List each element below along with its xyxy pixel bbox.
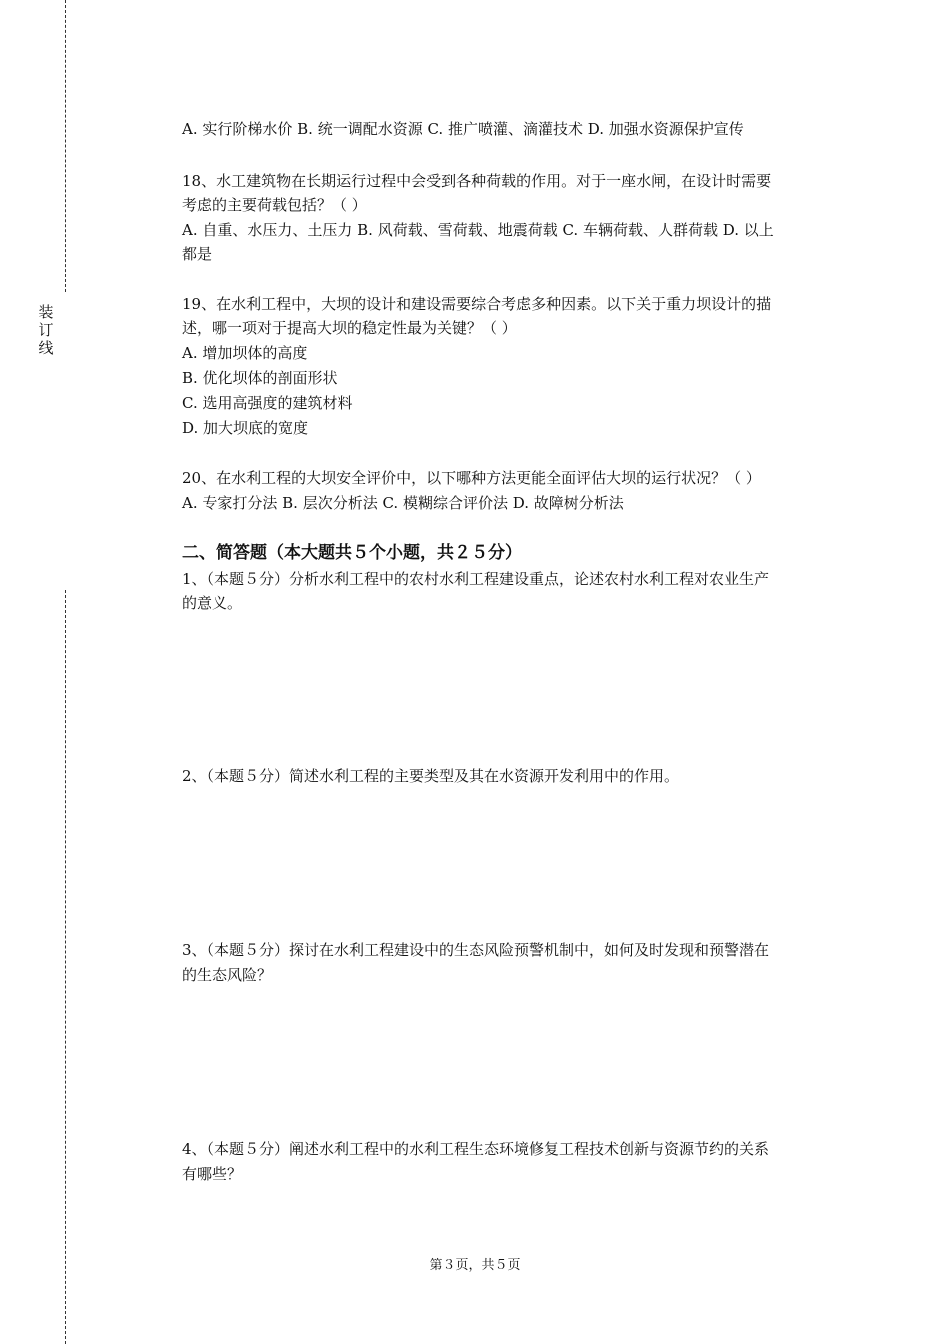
q19-option-b: B. 优化坝体的剖面形状 [182, 369, 338, 387]
sa3-line2: 的生态风险？ [182, 966, 273, 984]
q19-option-d: D. 加大坝底的宽度 [182, 419, 309, 437]
section2-title: 二、简答题（本大题共５个小题，共２５分） [182, 543, 522, 563]
q19-option-a: A. 增加坝体的高度 [182, 344, 308, 362]
binding-dashed-line-top [65, 0, 66, 292]
sa1-line1: 1、（本题５分）分析水利工程中的农村水利工程建设重点，论述农村水利工程对农业生产 [182, 570, 770, 588]
binding-char: 线 [38, 339, 54, 357]
q20-options: A. 专家打分法 B. 层次分析法 C. 模糊综合评价法 D. 故障树分析法 [182, 494, 624, 512]
q18-stem-line2: 考虑的主要荷载包括？（ ） [182, 196, 367, 214]
q20-stem: 20、在水利工程的大坝安全评价中，以下哪种方法更能全面评估大坝的运行状况？（ ） [182, 469, 761, 487]
sa3-line1: 3、（本题５分）探讨在水利工程建设中的生态风险预警机制中，如何及时发现和预警潜在 [182, 941, 770, 959]
binding-char: 装 [38, 303, 54, 321]
sa1-line2: 的意义。 [182, 594, 243, 612]
sa2-line1: 2、（本题５分）简述水利工程的主要类型及其在水资源开发利用中的作用。 [182, 767, 680, 785]
q18-options-line2: 都是 [182, 245, 213, 263]
q17-options: A. 实行阶梯水价 B. 统一调配水资源 C. 推广喷灌、滴灌技术 D. 加强水资源保护宣传 [182, 120, 744, 138]
binding-char: 订 [38, 321, 54, 339]
sa4-line1: 4、（本题５分）阐述水利工程中的水利工程生态环境修复工程技术创新与资源节约的关系 [182, 1140, 770, 1158]
q19-stem-line2: 述，哪一项对于提高大坝的稳定性最为关键？（ ） [182, 319, 517, 337]
binding-label [36, 303, 56, 357]
q19-stem-line1: 19、在水利工程中，大坝的设计和建设需要综合考虑多种因素。以下关于重力坝设计的描 [182, 295, 772, 313]
binding-dashed-line-bottom [65, 590, 66, 1344]
page-footer: 第３页，共５页 [429, 1258, 521, 1273]
q19-option-c: C. 选用高强度的建筑材料 [182, 394, 353, 412]
q18-stem-line1: 18、水工建筑物在长期运行过程中会受到各种荷载的作用。对于一座水闸，在设计时需要 [182, 172, 772, 190]
sa4-line2: 有哪些？ [182, 1165, 243, 1183]
q18-options-line1: A. 自重、水压力、土压力 B. 风荷载、雪荷载、地震荷载 C. 车辆荷载、人群荷载 D. 以上 [182, 221, 774, 239]
